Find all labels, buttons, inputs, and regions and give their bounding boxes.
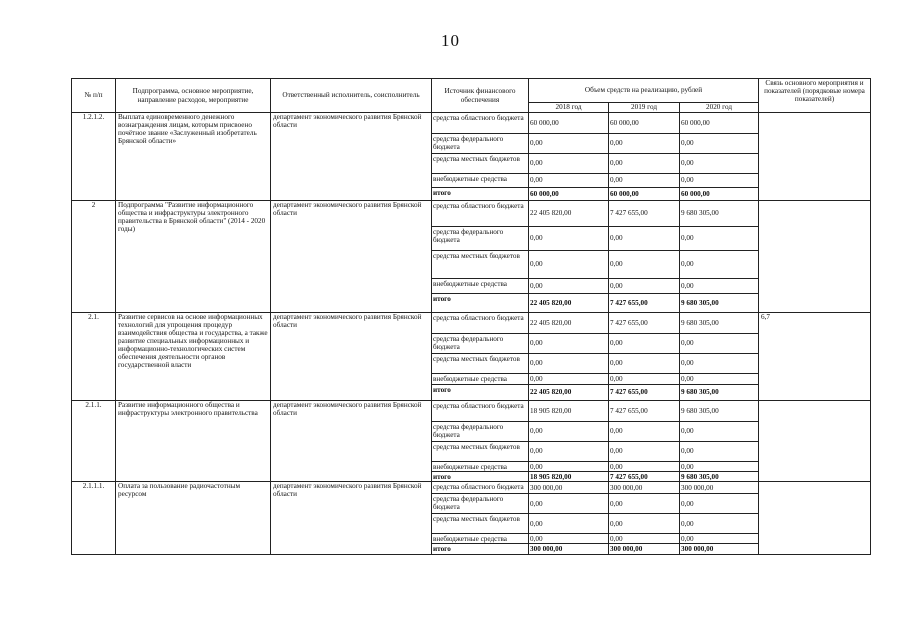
funding-source: средства федерального бюджета [432,422,529,442]
funding-source: средства областного бюджета [432,401,529,422]
amount-cell: 22 405 820,00 [529,385,609,401]
amount-cell: 0,00 [609,374,680,385]
header-executor: Ответственный исполнитель, соисполнитель [271,79,432,113]
amount-cell: 0,00 [609,279,680,294]
amount-cell: 0,00 [529,279,609,294]
amount-cell: 0,00 [680,494,759,514]
amount-cell: 0,00 [680,154,759,174]
item-executor: департамент экономического развития Брянской области [271,401,432,482]
amount-cell: 7 427 655,00 [609,472,680,482]
amount-cell: 0,00 [529,462,609,472]
amount-cell: 0,00 [529,154,609,174]
amount-cell: 22 405 820,00 [529,294,609,313]
amount-cell: 0,00 [609,174,680,188]
amount-cell: 9 680 305,00 [680,385,759,401]
item-number: 2.1.1.1. [72,482,116,555]
table-row [72,201,871,227]
indicator-link [759,201,871,313]
amount-cell: 7 427 655,00 [609,201,680,227]
amount-cell: 300 000,00 [609,544,680,555]
funding-source: средства областного бюджета [432,482,529,494]
table-body [72,113,871,555]
amount-cell: 0,00 [529,514,609,534]
indicator-link: 6,7 [759,313,871,401]
amount-cell: 60 000,00 [609,188,680,201]
item-name: Развитие информационного общества и инфраструктуры электронного правительства [116,401,271,482]
funding-source: итого [432,472,529,482]
funding-source: итого [432,544,529,555]
item-executor: департамент экономического развития Брянской области [271,201,432,313]
funding-source: внебюджетные средства [432,374,529,385]
amount-cell: 60 000,00 [680,188,759,201]
amount-cell: 0,00 [609,462,680,472]
funding-source: внебюджетные средства [432,534,529,544]
header-year-2020: 2020 год [680,103,759,113]
amount-cell: 0,00 [680,279,759,294]
amount-cell: 22 405 820,00 [529,313,609,334]
amount-cell: 300 000,00 [529,544,609,555]
financing-table [71,78,871,555]
header-source: Источник финансового обеспечения [432,79,529,113]
funding-source: итого [432,385,529,401]
amount-cell: 7 427 655,00 [609,401,680,422]
amount-cell: 0,00 [680,174,759,188]
amount-cell: 0,00 [609,154,680,174]
table-row [72,313,871,334]
header-link: Связь основного мероприятия и показателей (порядковые номера показателей) [759,79,871,113]
amount-cell: 0,00 [680,334,759,354]
header-year-2018: 2018 год [529,103,609,113]
amount-cell: 60 000,00 [680,113,759,134]
amount-cell: 7 427 655,00 [609,294,680,313]
amount-cell: 0,00 [680,462,759,472]
funding-source: средства федерального бюджета [432,494,529,514]
funding-source: итого [432,188,529,201]
amount-cell: 0,00 [529,422,609,442]
amount-cell: 300 000,00 [609,482,680,494]
item-executor: департамент экономического развития Брянской области [271,482,432,555]
amount-cell: 9 680 305,00 [680,472,759,482]
amount-cell: 0,00 [609,227,680,251]
table-row [72,482,871,494]
amount-cell: 0,00 [680,534,759,544]
amount-cell: 60 000,00 [529,188,609,201]
amount-cell: 22 405 820,00 [529,201,609,227]
amount-cell: 0,00 [609,494,680,514]
amount-cell: 300 000,00 [680,482,759,494]
amount-cell: 0,00 [529,227,609,251]
header-year-2019: 2019 год [609,103,680,113]
header-volume: Объем средств на реализацию, рублей [529,79,759,103]
item-executor: департамент экономического развития Брянской области [271,113,432,201]
funding-source: средства местных бюджетов [432,154,529,174]
amount-cell: 0,00 [529,251,609,279]
amount-cell: 0,00 [609,134,680,154]
indicator-link [759,401,871,482]
amount-cell: 0,00 [609,251,680,279]
amount-cell: 60 000,00 [529,113,609,134]
amount-cell: 300 000,00 [680,544,759,555]
amount-cell: 0,00 [609,422,680,442]
funding-source: средства областного бюджета [432,313,529,334]
item-number: 2.1. [72,313,116,401]
amount-cell: 0,00 [609,442,680,462]
amount-cell: 0,00 [529,334,609,354]
indicator-link [759,482,871,555]
item-name: Подпрограмма "Развитие информационного общества и инфраструктуры электронного правительства в Брянской области" (2014 - 2020 годы) [116,201,271,313]
amount-cell: 9 680 305,00 [680,201,759,227]
funding-source: итого [432,294,529,313]
table-row [72,401,871,422]
funding-source: средства областного бюджета [432,113,529,134]
amount-cell: 0,00 [529,534,609,544]
funding-source: средства местных бюджетов [432,251,529,279]
amount-cell: 0,00 [680,134,759,154]
amount-cell: 0,00 [680,354,759,374]
funding-source: средства местных бюджетов [432,442,529,462]
amount-cell: 0,00 [529,374,609,385]
amount-cell: 18 905 820,00 [529,472,609,482]
header-subprogram: Подпрограмма, основное мероприятие, направление расходов, мероприятие [116,79,271,113]
amount-cell: 0,00 [529,442,609,462]
header-no: № п/п [72,79,116,113]
amount-cell: 300 000,00 [529,482,609,494]
item-number: 2 [72,201,116,313]
funding-source: внебюджетные средства [432,279,529,294]
item-name: Развитие сервисов на основе информационных технологий для упрощения процедур взаимодействия общества и государства, а также развитие специальных информационных и информационно-технологических систем обеспечения деятельности органов государственной власти [116,313,271,401]
item-name: Выплата единовременного денежного вознаграждения лицам, которым присвоено почётное звание «Заслуженный изобретатель Брянской области» [116,113,271,201]
funding-source: средства областного бюджета [432,201,529,227]
amount-cell: 0,00 [609,334,680,354]
funding-source: внебюджетные средства [432,174,529,188]
table-row [72,113,871,134]
amount-cell: 0,00 [609,534,680,544]
amount-cell: 0,00 [680,422,759,442]
amount-cell: 0,00 [529,354,609,374]
amount-cell: 9 680 305,00 [680,313,759,334]
amount-cell: 0,00 [609,354,680,374]
amount-cell: 0,00 [680,442,759,462]
funding-source: внебюджетные средства [432,462,529,472]
funding-source: средства местных бюджетов [432,514,529,534]
amount-cell: 9 680 305,00 [680,294,759,313]
amount-cell: 0,00 [529,174,609,188]
amount-cell: 0,00 [680,374,759,385]
item-executor: департамент экономического развития Брянской области [271,313,432,401]
amount-cell: 7 427 655,00 [609,313,680,334]
amount-cell: 0,00 [680,514,759,534]
amount-cell: 0,00 [680,227,759,251]
amount-cell: 0,00 [529,134,609,154]
amount-cell: 60 000,00 [609,113,680,134]
amount-cell: 18 905 820,00 [529,401,609,422]
funding-source: средства федерального бюджета [432,334,529,354]
amount-cell: 0,00 [680,251,759,279]
item-name: Оплата за пользование радиочастотным ресурсом [116,482,271,555]
funding-source: средства местных бюджетов [432,354,529,374]
indicator-link [759,113,871,201]
amount-cell: 9 680 305,00 [680,401,759,422]
page-number: 10 [441,31,460,50]
amount-cell: 7 427 655,00 [609,385,680,401]
amount-cell: 0,00 [529,494,609,514]
funding-source: средства федерального бюджета [432,227,529,251]
amount-cell: 0,00 [609,514,680,534]
item-number: 2.1.1. [72,401,116,482]
item-number: 1.2.1.2. [72,113,116,201]
funding-source: средства федерального бюджета [432,134,529,154]
